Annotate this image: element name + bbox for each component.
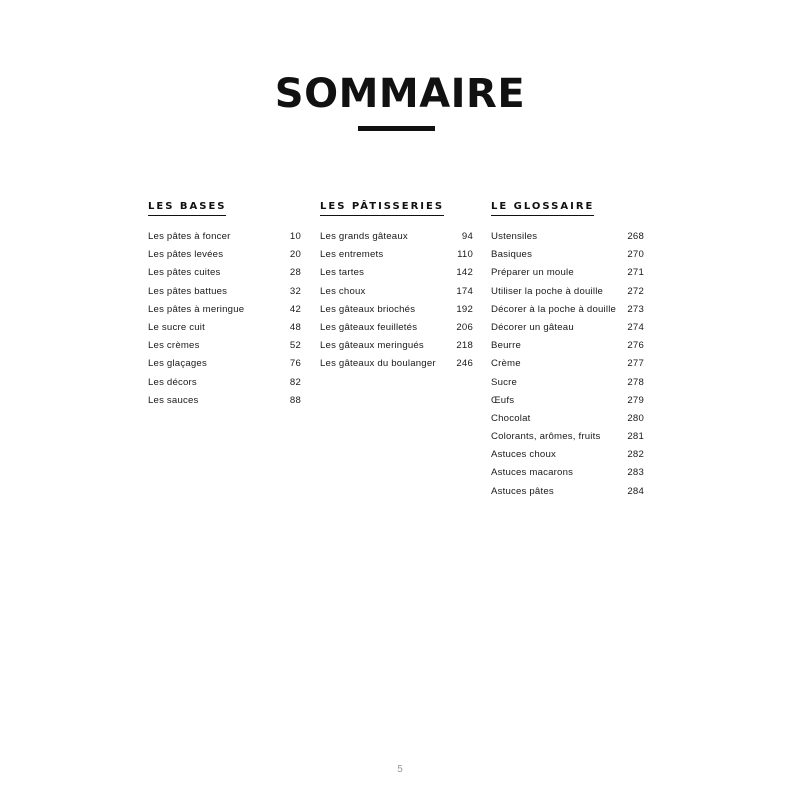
toc-entry[interactable] — [491, 486, 644, 504]
toc-entry-label: Basiques — [491, 249, 533, 261]
toc-entry-page-number: 28 — [289, 267, 301, 279]
toc-entry-label: Les pâtes cuites — [148, 267, 221, 279]
toc-entry[interactable] — [148, 358, 301, 376]
dot-leader — [200, 395, 289, 403]
dot-leader — [437, 358, 456, 366]
toc-entry-page-number: 76 — [289, 358, 301, 370]
toc-list — [491, 231, 644, 504]
toc-entry-label: Utiliser la poche à douille — [491, 285, 604, 297]
dot-leader — [222, 267, 289, 275]
toc-entry[interactable] — [491, 231, 644, 249]
toc-entry[interactable] — [320, 340, 473, 358]
dot-leader — [515, 395, 626, 403]
toc-entry[interactable] — [148, 395, 301, 413]
toc-list — [148, 231, 301, 413]
toc-entry[interactable] — [491, 340, 644, 358]
toc-entry-page-number: 94 — [461, 231, 473, 242]
toc-entry-label: Les crèmes — [148, 340, 200, 352]
dot-leader — [518, 377, 626, 385]
dot-leader — [531, 413, 626, 421]
toc-entry-page-number: 282 — [627, 449, 644, 461]
toc-entry-label: Décorer à la poche à douille — [491, 303, 617, 315]
toc-entry-page-number: 280 — [627, 412, 644, 424]
toc-entry[interactable] — [491, 249, 644, 267]
toc-entry-page-number: 42 — [289, 303, 301, 315]
dot-leader — [409, 231, 461, 239]
toc-entry-label: Sucre — [491, 376, 518, 388]
toc-entry[interactable] — [148, 322, 301, 340]
dot-leader — [555, 486, 627, 494]
toc-entry-label: Les décors — [148, 376, 197, 388]
dot-leader — [575, 267, 627, 275]
toc-entry[interactable] — [148, 340, 301, 358]
toc-entry-page-number: 52 — [289, 340, 301, 352]
toc-entry[interactable] — [320, 322, 473, 340]
toc-entry-page-number: 281 — [627, 431, 644, 443]
toc-entry-page-number: 283 — [627, 467, 644, 479]
toc-entry[interactable] — [491, 377, 644, 395]
toc-entry-label: Astuces choux — [491, 449, 556, 461]
dot-leader — [232, 231, 289, 239]
toc-entry-label: Les tartes — [320, 267, 365, 279]
toc-entry-label: Beurre — [491, 340, 521, 352]
toc-entry-page-number: 110 — [457, 249, 473, 261]
toc-entry-label: Le sucre cuit — [148, 321, 205, 333]
toc-entry-label: Les entremets — [320, 249, 384, 261]
toc-entry-label: Les glaçages — [148, 358, 207, 370]
toc-entry-label: Les sauces — [148, 394, 199, 406]
toc-list — [320, 231, 473, 377]
toc-entry-label: Les pâtes à foncer — [148, 231, 231, 242]
dot-leader — [245, 304, 289, 312]
toc-entry[interactable] — [148, 304, 301, 322]
toc-entry-page-number: 276 — [627, 340, 644, 352]
dot-leader — [557, 449, 626, 457]
toc-entry-page-number: 270 — [627, 249, 644, 261]
dot-leader — [604, 286, 626, 294]
dot-leader — [365, 267, 455, 275]
toc-entry-page-number: 272 — [627, 285, 644, 297]
toc-entry[interactable] — [148, 377, 301, 395]
dot-leader — [533, 249, 626, 257]
dot-leader — [522, 358, 627, 366]
toc-entry-label: Astuces pâtes — [491, 485, 554, 497]
toc-entry-page-number: 10 — [289, 231, 301, 242]
toc-entry[interactable] — [320, 304, 473, 322]
dot-leader — [602, 431, 627, 439]
dot-leader — [384, 249, 456, 257]
toc-entry[interactable] — [320, 286, 473, 304]
title-underline — [358, 126, 435, 131]
toc-entry-page-number: 82 — [289, 376, 301, 388]
dot-leader — [367, 286, 456, 294]
section-les-patisseries — [320, 196, 473, 377]
toc-entry-page-number: 32 — [289, 285, 301, 297]
dot-leader — [228, 286, 289, 294]
toc-entry-page-number: 284 — [627, 485, 644, 497]
toc-entry-label: Ustensiles — [491, 231, 538, 242]
page-title: SOMMAIRE — [274, 71, 526, 117]
toc-entry[interactable] — [491, 304, 644, 322]
section-heading: LES BASES — [148, 201, 226, 216]
toc-entry-page-number: 192 — [456, 303, 473, 315]
toc-entry-page-number: 88 — [289, 394, 301, 406]
toc-entry[interactable] — [148, 267, 301, 285]
dot-leader — [617, 304, 626, 312]
toc-entry[interactable] — [491, 267, 644, 285]
toc-entry[interactable] — [148, 249, 301, 267]
dot-leader — [206, 322, 289, 330]
toc-entry[interactable] — [491, 467, 644, 485]
toc-entry[interactable] — [491, 395, 644, 413]
toc-entry-page-number: 246 — [456, 358, 473, 370]
toc-entry-label: Les gâteaux feuilletés — [320, 321, 418, 333]
toc-entry-page-number: 279 — [627, 394, 644, 406]
toc-entry-page-number: 142 — [456, 267, 473, 279]
dot-leader — [522, 340, 626, 348]
toc-entry-label: Chocolat — [491, 412, 531, 424]
toc-entry-label: Les pâtes levées — [148, 249, 224, 261]
toc-entry-label: Les gâteaux du boulanger — [320, 358, 436, 370]
toc-entry[interactable] — [491, 449, 644, 467]
toc-entry-page-number: 20 — [289, 249, 301, 261]
toc-entry-page-number: 268 — [627, 231, 644, 242]
toc-entry[interactable] — [491, 286, 644, 304]
toc-entry-page-number: 273 — [627, 303, 644, 315]
toc-entry-page-number: 271 — [627, 267, 644, 279]
toc-entry[interactable] — [491, 322, 644, 340]
toc-entry[interactable] — [320, 358, 473, 376]
dot-leader — [418, 322, 455, 330]
dot-leader — [224, 249, 289, 257]
dot-leader — [208, 358, 289, 366]
toc-entry[interactable] — [320, 231, 473, 249]
toc-entry-page-number: 206 — [456, 321, 473, 333]
toc-entry-label: Les grands gâteaux — [320, 231, 408, 242]
toc-entry[interactable] — [148, 231, 301, 249]
dot-leader — [198, 377, 289, 385]
dot-leader — [425, 340, 455, 348]
toc-entry-label: Préparer un moule — [491, 267, 574, 279]
toc-entry[interactable] — [491, 358, 644, 376]
section-heading: LES PÂTISSERIES — [320, 201, 444, 216]
section-heading: LE GLOSSAIRE — [491, 201, 594, 216]
toc-entry-page-number: 277 — [627, 358, 644, 370]
page-number: 5 — [397, 764, 403, 775]
toc-entry-label: Les pâtes battues — [148, 285, 228, 297]
dot-leader — [416, 304, 455, 312]
toc-entry-page-number: 174 — [456, 285, 473, 297]
toc-entry-page-number: 274 — [627, 321, 644, 333]
toc-entry[interactable] — [320, 267, 473, 285]
toc-entry-page-number: 278 — [627, 376, 644, 388]
toc-entry-label: Les gâteaux meringués — [320, 340, 424, 352]
toc-entry-label: Colorants, arômes, fruits — [491, 431, 601, 443]
toc-entry-label: Décorer un gâteau — [491, 321, 574, 333]
dot-leader — [538, 231, 626, 239]
toc-entry[interactable] — [491, 431, 644, 449]
section-les-bases — [148, 196, 301, 413]
dot-leader — [201, 340, 289, 348]
dot-leader — [574, 467, 626, 475]
toc-entry-label: Crème — [491, 358, 521, 370]
toc-entry-label: Astuces macarons — [491, 467, 574, 479]
toc-entry[interactable] — [148, 286, 301, 304]
toc-entry[interactable] — [320, 249, 473, 267]
toc-entry-label: Œufs — [491, 394, 515, 406]
toc-entry-label: Les pâtes à meringue — [148, 303, 245, 315]
toc-entry-label: Les choux — [320, 285, 366, 297]
toc-entry[interactable] — [491, 413, 644, 431]
toc-entry-label: Les gâteaux briochés — [320, 303, 416, 315]
toc-entry-page-number: 48 — [289, 321, 301, 333]
section-le-glossaire — [491, 196, 644, 504]
toc-entry-page-number: 218 — [456, 340, 473, 352]
dot-leader — [575, 322, 627, 330]
